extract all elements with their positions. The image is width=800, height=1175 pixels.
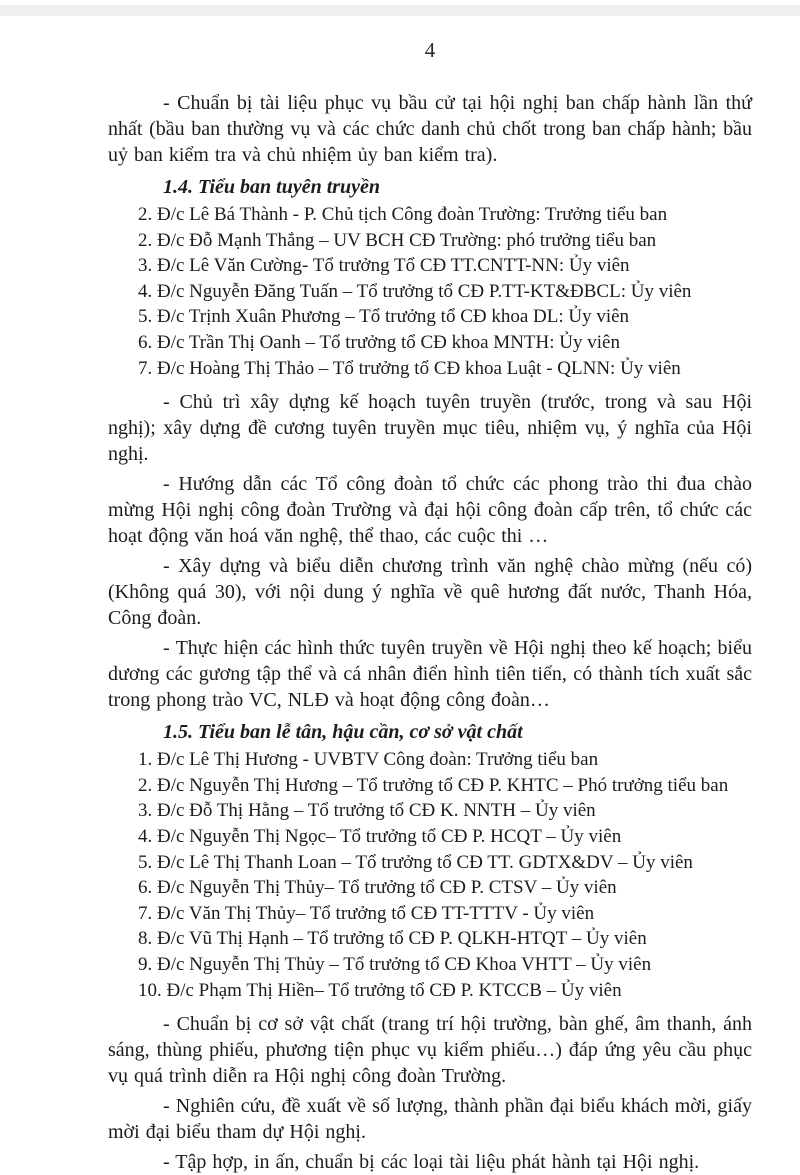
list-item: 1. Đ/c Lê Thị Hương - UVBTV Công đoàn: Trưởng tiểu ban bbox=[138, 749, 599, 771]
task-paragraph: - Hướng dẫn các Tổ công đoàn tổ chức các phong trào thi đua chào mừng Hội nghị công đoàn Trường và đại hội công đoàn cấp trên, tổ chức các hoạt động văn hoá văn nghệ, thể thao, các cuộc thi … bbox=[108, 473, 752, 548]
section-heading-1-4: 1.4. Tiểu ban tuyên truyền bbox=[163, 176, 381, 198]
task-paragraph: - Xây dựng và biểu diễn chương trình văn nghệ chào mừng (nếu có)(Không quá 30), với nội dung ý nghĩa về quê hương đất nước, Thanh Hóa, Công đoàn. bbox=[108, 555, 752, 630]
list-item: 3. Đ/c Lê Văn Cường- Tổ trưởng Tổ CĐ TT.CNTT-NN: Ủy viên bbox=[138, 255, 630, 277]
task-paragraph: - Tập hợp, in ấn, chuẩn bị các loại tài liệu phát hành tại Hội nghị. bbox=[163, 1151, 700, 1174]
member-list-1-5 bbox=[108, 747, 752, 1003]
task-paragraph: - Chủ trì xây dựng kế hoạch tuyên truyền (trước, trong và sau Hội nghị); xây dựng đề cương tuyên truyền mục tiêu, nhiệm vụ, ý nghĩa của Hội nghị. bbox=[108, 391, 752, 466]
list-item: 8. Đ/c Vũ Thị Hạnh – Tổ trưởng tổ CĐ P. QLKH-HTQT – Ủy viên bbox=[138, 928, 647, 950]
task-paragraph: - Chuẩn bị cơ sở vật chất (trang trí hội trường, bàn ghế, âm thanh, ánh sáng, thùng phiếu, phương tiện phục vụ kiểm phiếu…) đáp ứng yêu cầu phục vụ quá trình diễn ra Hội nghị công đoàn Trường. bbox=[108, 1013, 752, 1088]
task-paragraph: - Nghiên cứu, đề xuất về số lượng, thành phần đại biểu khách mời, giấy mời đại biểu tham dự Hội nghị. bbox=[108, 1095, 752, 1144]
list-item: 5. Đ/c Lê Thị Thanh Loan – Tổ trưởng tổ CĐ TT. GDTX&DV – Ủy viên bbox=[138, 851, 693, 873]
section-heading-1-5: 1.5. Tiểu ban lễ tân, hậu cần, cơ sở vật chất bbox=[163, 721, 523, 744]
list-item: 9. Đ/c Nguyễn Thị Thủy – Tổ trưởng tổ CĐ Khoa VHTT – Ủy viên bbox=[138, 953, 652, 975]
page-number: 4 bbox=[424, 38, 436, 62]
list-item: 5. Đ/c Trịnh Xuân Phương – Tổ trưởng tổ CĐ khoa DL: Ủy viên bbox=[138, 306, 630, 328]
list-item: 4. Đ/c Nguyễn Đăng Tuấn – Tổ trưởng tổ CĐ P.TT-KT&ĐBCL: Ủy viên bbox=[138, 280, 692, 302]
list-item: 6. Đ/c Trần Thị Oanh – Tổ trưởng tổ CĐ khoa MNTH: Ủy viên bbox=[138, 331, 620, 353]
list-item: 2. Đ/c Nguyễn Thị Hương – Tổ trưởng tổ CĐ P. KHTC – Phó trưởng tiểu ban bbox=[138, 774, 729, 796]
list-item: 10. Đ/c Phạm Thị Hiền– Tổ trưởng tổ CĐ P. KTCCB – Ủy viên bbox=[138, 979, 622, 1001]
page-top-scan-band bbox=[0, 5, 800, 16]
intro-paragraph: - Chuẩn bị tài liệu phục vụ bầu cử tại hội nghị ban chấp hành lần thứ nhất (bầu ban thường vụ và các chức danh chủ chốt trong ban chấp hành; bầu uỷ ban kiểm tra và chủ nhiệm ủy ban kiểm tra). bbox=[108, 92, 752, 166]
list-item: 3. Đ/c Đỗ Thị Hằng – Tổ trưởng tổ CĐ K. NNTH – Ủy viên bbox=[138, 800, 596, 822]
list-item: 2. Đ/c Đỗ Mạnh Thắng – UV BCH CĐ Trường: phó trưởng tiểu ban bbox=[138, 229, 657, 251]
list-item: 2. Đ/c Lê Bá Thành - P. Chủ tịch Công đoàn Trường: Trưởng tiểu ban bbox=[138, 204, 668, 225]
list-item: 7. Đ/c Hoàng Thị Thảo – Tổ trưởng tổ CĐ khoa Luật - QLNN: Ủy viên bbox=[138, 357, 681, 379]
document-content bbox=[108, 86, 752, 1175]
member-list-1-4 bbox=[108, 202, 752, 381]
list-item: 6. Đ/c Nguyễn Thị Thủy– Tổ trưởng tổ CĐ P. CTSV – Ủy viên bbox=[138, 877, 617, 899]
task-paragraph: - Thực hiện các hình thức tuyên truyền về Hội nghị theo kế hoạch; biểu dương các gương tập thể và cá nhân điển hình tiên tiến, có thành tích xuất sắc trong phong trào VC, NLĐ và hoạt động công đoàn… bbox=[108, 637, 752, 712]
list-item: 7. Đ/c Văn Thị Thủy– Tổ trưởng tổ CĐ TT-TTTV - Ủy viên bbox=[138, 902, 595, 924]
list-item: 4. Đ/c Nguyễn Thị Ngọc– Tổ trưởng tổ CĐ P. HCQT – Ủy viên bbox=[138, 825, 622, 847]
